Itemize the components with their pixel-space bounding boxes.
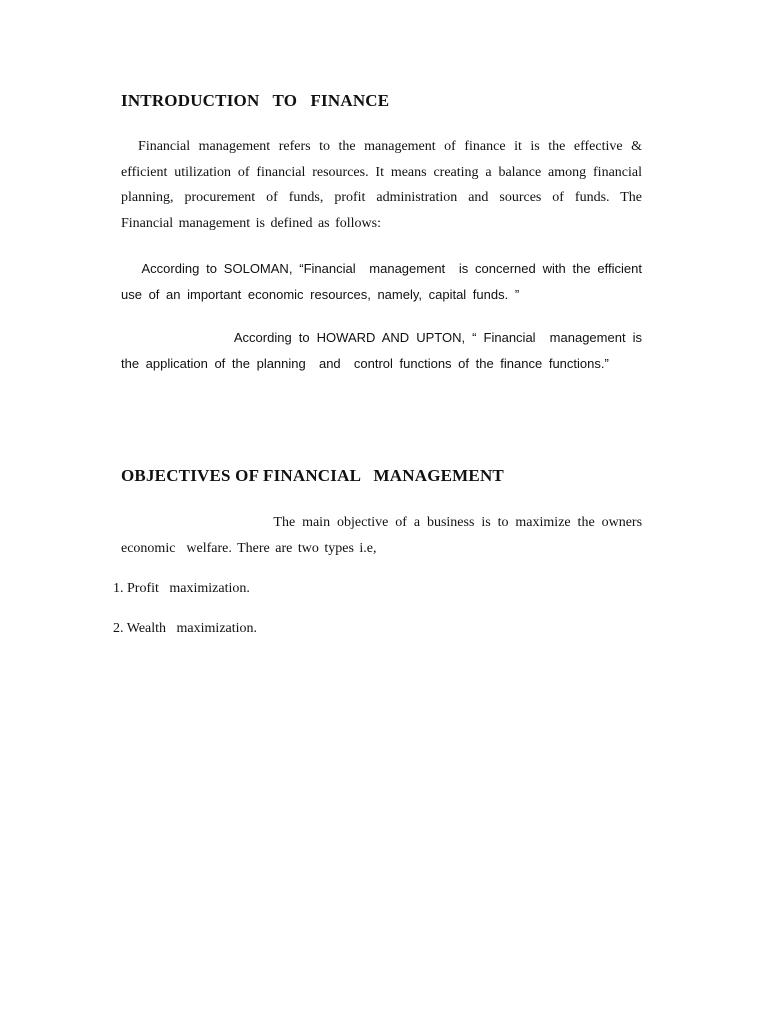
paragraph-introduction: Financial management refers to the management of finance it is the effective & efficient utilization of financial resources. It means creating a balance among financial planning, procurement of funds, profit administration and sources of funds. The Financial management is defined as follows: <box>121 139 653 231</box>
paragraph-objectives-intro: The main objective of a business is to maximize the owners economic welfare. There are two types i.e, <box>121 515 648 556</box>
section-heading-introduction: INTRODUCTION TO FINANCE <box>121 91 390 110</box>
section-heading-objectives: OBJECTIVES OF FINANCIAL MANAGEMENT <box>121 466 504 485</box>
paragraph-definition-howard-upton: According to HOWARD AND UPTON, “ Financial management is the application of the planning and control functions of the finance functions.” <box>121 330 649 371</box>
list-item-wealth-maximization: 2. Wealth maximization. <box>113 621 258 636</box>
paragraph-definition-solomon: According to SOLOMAN, “Financial management is concerned with the efficient use of an important economic resources, namely, capital funds. ” <box>121 261 649 302</box>
list-item-profit-maximization: 1. Profit maximization. <box>113 581 250 596</box>
